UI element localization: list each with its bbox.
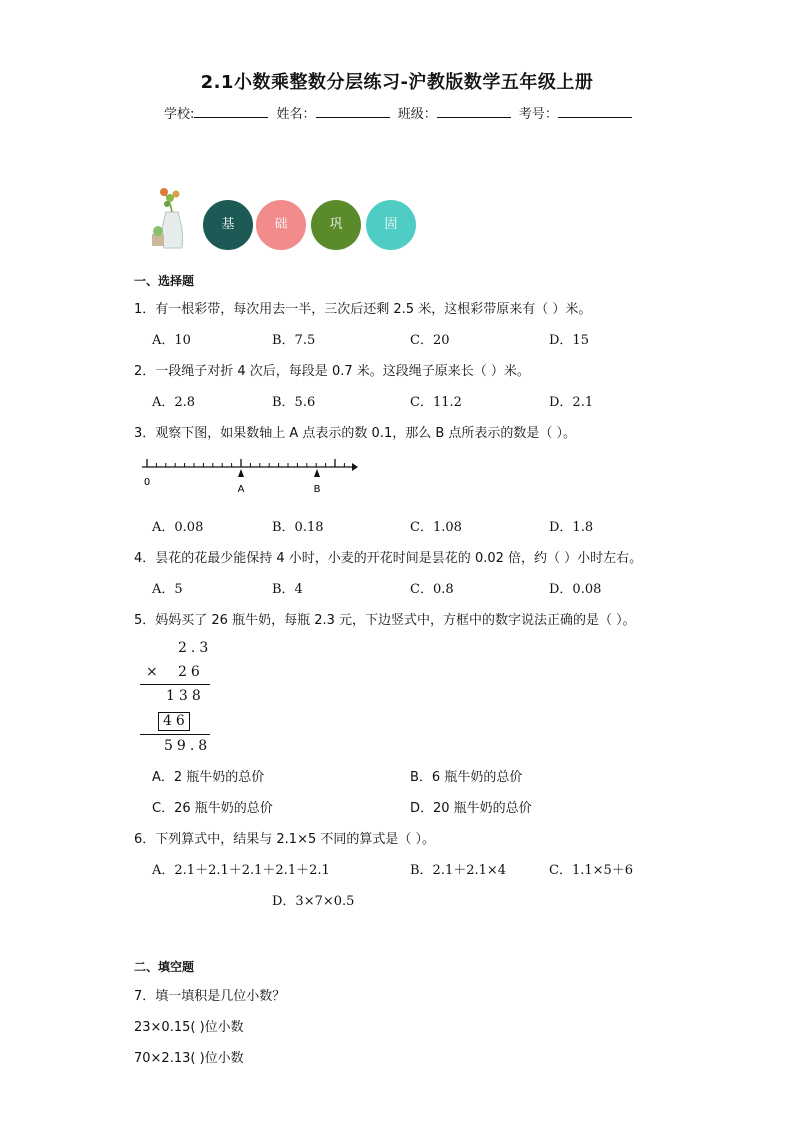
question-6: 6．下列算式中，结果与 2.1×5 不同的算式是（ ）。 <box>134 832 436 847</box>
badge-gu: 固 <box>366 200 416 250</box>
question-5: 5．妈妈买了 26 瓶牛奶，每瓶 2.3 元，下边竖式中，方框中的数字说法正确的是（ ）。 <box>134 613 636 628</box>
exam-label: 考号： <box>518 107 558 122</box>
q5-option-b[interactable]: B．6 瓶牛奶的总价 <box>410 770 523 785</box>
badge-ji: 基 <box>203 200 253 250</box>
q2-option-d[interactable]: D．2.1 <box>549 395 594 410</box>
calc-boxed-digits: 46 <box>158 712 190 731</box>
q5-option-d[interactable]: D．20 瓶牛奶的总价 <box>410 801 532 816</box>
number-line-arrow <box>352 463 358 471</box>
q4-option-b[interactable]: B．4 <box>272 582 303 597</box>
calc-line-2: 26 <box>178 664 204 680</box>
student-info-row <box>164 103 636 122</box>
question-7: 7．填一填积是几位小数？ <box>134 989 286 1004</box>
section-1-title: 一、选择题 <box>134 274 195 288</box>
question-3: 3．观察下图，如果数轴上 A 点表示的数 0.1，那么 B 点所表示的数是（ ）。 <box>134 426 577 441</box>
q4-option-d[interactable]: D．0.08 <box>549 582 602 597</box>
calc-line-1: 2.3 <box>178 640 213 656</box>
q3-option-d[interactable]: D．1.8 <box>549 520 594 535</box>
calc-times-sign: × <box>146 664 162 680</box>
name-label: 姓名： <box>276 107 316 122</box>
q1-option-d[interactable]: D．15 <box>549 333 589 348</box>
q1-option-c[interactable]: C．20 <box>410 333 450 348</box>
q3-option-b[interactable]: B．0.18 <box>272 520 324 535</box>
q7-line-1: 23×0.15( )位小数 <box>134 1020 244 1035</box>
q6-option-b[interactable]: B．2.1＋2.1×4 <box>410 863 507 878</box>
q5-option-c[interactable]: C．26 瓶牛奶的总价 <box>152 801 273 816</box>
name-blank[interactable] <box>316 104 390 118</box>
class-blank[interactable] <box>437 104 511 118</box>
question-1: 1．有一根彩带，每次用去一半，三次后还剩 2.5 米，这根彩带原来有（ ）米。 <box>134 302 592 317</box>
point-a-marker <box>238 469 244 477</box>
q3-option-a[interactable]: A．0.08 <box>152 520 204 535</box>
section-2-title: 二、填空题 <box>134 960 195 974</box>
axis-a-label: A <box>237 484 245 495</box>
q5-option-a[interactable]: A．2 瓶牛奶的总价 <box>152 770 265 785</box>
axis-b-label: B <box>313 484 321 495</box>
q6-option-a[interactable]: A．2.1＋2.1＋2.1＋2.1＋2.1 <box>152 863 330 878</box>
q4-option-c[interactable]: C．0.8 <box>410 582 454 597</box>
point-b-marker <box>314 469 320 477</box>
number-line-figure <box>140 455 360 497</box>
calc-rule-1 <box>140 684 210 685</box>
number-line-ticks <box>147 459 344 467</box>
school-blank[interactable] <box>194 104 268 118</box>
q2-option-b[interactable]: B．5.6 <box>272 395 316 410</box>
badge-chu: 础 <box>256 200 306 250</box>
q3-option-c[interactable]: C．1.08 <box>410 520 462 535</box>
axis-zero-label: 0 <box>143 477 151 488</box>
q7-line-2: 70×2.13( )位小数 <box>134 1051 244 1066</box>
question-4: 4．昙花的花最少能保持 4 小时，小麦的开花时间是昙花的 0.02 倍，约（ ）小时左右。 <box>134 551 643 566</box>
plant-vase-icon <box>148 186 196 252</box>
q1-option-a[interactable]: A．10 <box>152 333 191 348</box>
q6-option-d[interactable]: D．3×7×0.5 <box>272 894 355 909</box>
question-2: 2．一段绳子对折 4 次后，每段是 0.7 米。这段绳子原来长（ ）米。 <box>134 364 530 379</box>
q2-option-c[interactable]: C．11.2 <box>410 395 462 410</box>
class-label: 班级： <box>397 107 437 122</box>
q2-option-a[interactable]: A．2.8 <box>152 395 196 410</box>
exam-blank[interactable] <box>558 104 632 118</box>
school-label: 学校: <box>164 107 195 122</box>
calc-result: 59.8 <box>164 738 212 754</box>
q4-option-a[interactable]: A．5 <box>152 582 183 597</box>
badge-gong: 巩 <box>311 200 361 250</box>
q1-option-b[interactable]: B．7.5 <box>272 333 316 348</box>
page-title: 2.1小数乘整数分层练习-沪教版数学五年级上册 <box>200 72 594 93</box>
q6-option-c[interactable]: C．1.1×5＋6 <box>549 863 634 878</box>
calc-line-3: 138 <box>166 688 205 704</box>
calc-rule-2 <box>140 734 210 735</box>
